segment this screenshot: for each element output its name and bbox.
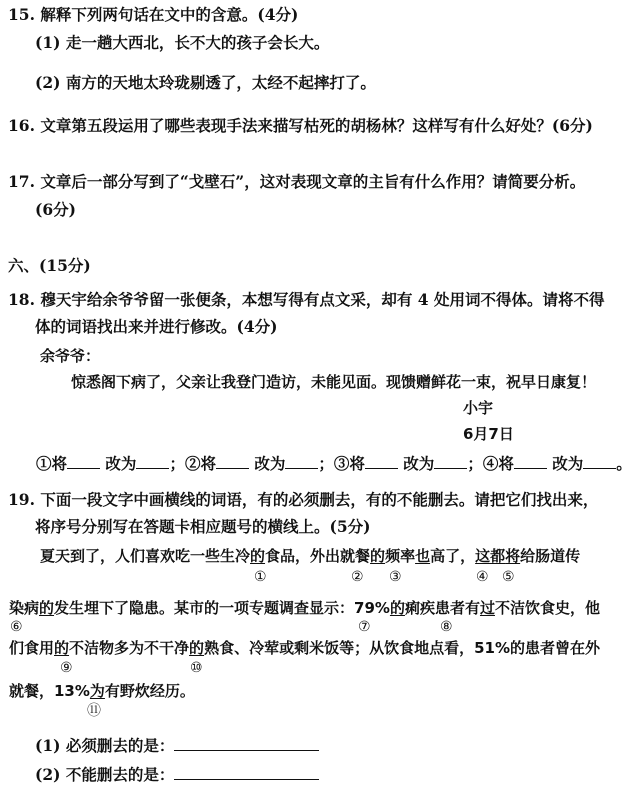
answer-prefix-2: ；②将 (169, 454, 216, 473)
p3-seg-4: 熟食、冷荤或剩米饭等；从饮食地点看，51%的患者曾在外 (204, 639, 600, 657)
marker-5: ⑤ (502, 569, 515, 585)
p2-seg-2: 发生埋下了隐患。某市的一项专题调查显示：79% (54, 599, 390, 617)
underlined-word-2: 的 (370, 547, 386, 565)
passage-line-1 (40, 549, 580, 564)
answer-mid-3: 改为 (403, 454, 435, 473)
q17-line-1: 17. 文章后一部分写到了“戈壁石”，这对表现文章的主旨有什么作用？请简要分析。 (8, 172, 586, 191)
underlined-word-4: 这都 (475, 547, 506, 565)
answer-2-blank[interactable] (174, 766, 319, 780)
p1-seg-2: 食品，外出就餐 (265, 547, 371, 565)
q17-line-2: (6分) (35, 200, 76, 219)
q18-answer-line (36, 455, 632, 472)
underlined-word-6: 的 (39, 599, 55, 617)
passage-line-4 (9, 684, 195, 699)
answer-1-blank[interactable] (174, 737, 319, 751)
marker-9: ⑨ (60, 660, 73, 676)
note-date: 6月7日 (463, 425, 514, 443)
underlined-word-3: 也 (415, 547, 431, 565)
q18-line-2: 体的词语找出来并进行修改。(4分) (35, 317, 278, 336)
marker-7: ⑦ (358, 619, 371, 635)
passage-line-3 (9, 641, 600, 656)
answer-blank-3b[interactable] (434, 455, 467, 469)
underlined-word-1: 的 (250, 547, 266, 565)
answer-end: 。 (616, 454, 632, 473)
q15-item-1: (1) 走一趟大西北，长不大的孩子会长大。 (35, 33, 330, 52)
p1-seg-9: 给肠道传 (520, 547, 581, 565)
answer-prefix-4: ；④将 (467, 454, 514, 473)
underlined-word-7: 的 (389, 599, 405, 617)
marker-1: ① (254, 569, 267, 585)
underlined-word-10: 的 (189, 639, 205, 657)
p2-seg-6: 不洁饮食史，他 (494, 599, 600, 617)
underlined-word-11: 为 (89, 682, 105, 700)
q19-answer-2 (35, 766, 319, 783)
q15-item-2: (2) 南方的天地太玲珑剔透了，太经不起摔打了。 (35, 73, 376, 92)
q19-line-2: 将序号分别写在答题卡相应题号的横线上。(5分) (35, 517, 371, 536)
answer-blank-4a[interactable] (514, 455, 547, 469)
answer-prefix-1: ①将 (36, 454, 68, 473)
marker-3: ③ (389, 569, 402, 585)
answer-mid-2: 改为 (254, 454, 286, 473)
answer-blank-2a[interactable] (216, 455, 249, 469)
p1-seg-6: 高了， (430, 547, 476, 565)
marker-2: ② (351, 569, 364, 585)
p2-seg-0: 染病 (9, 599, 40, 617)
p4-seg-0: 就餐，13% (9, 682, 90, 700)
q15-title: 15. 解释下列两句话在文中的含意。(4分) (8, 5, 299, 24)
p4-seg-2: 有野炊经历。 (104, 682, 195, 700)
note-body: 惊悉阁下病了，父亲让我登门造访，未能见面。现馈赠鲜花一束，祝早日康复！ (71, 373, 597, 391)
answer-blank-3a[interactable] (365, 455, 398, 469)
answer-blank-1a[interactable] (67, 455, 100, 469)
answer-prefix-3: ；③将 (318, 454, 365, 473)
q18-line-1: 18. 穆天宇给余爷爷留一张便条，本想写得有点文采，却有 4 处用词不得体。请将不得 (8, 290, 605, 309)
q19-line-1: 19. 下面一段文字中画横线的词语，有的必须删去，有的不能删去。请把它们找出来， (8, 490, 599, 509)
answer-blank-1b[interactable] (136, 455, 169, 469)
q19-answer-1 (35, 737, 319, 754)
answer-2-label: (2) 不能删去的是： (35, 765, 175, 784)
p3-seg-0: 们食用 (9, 639, 55, 657)
note-signature: 小宇 (463, 399, 494, 417)
underlined-word-9: 的 (54, 639, 70, 657)
marker-8: ⑧ (440, 619, 453, 635)
answer-blank-4b[interactable] (583, 455, 616, 469)
underlined-word-5: 将 (505, 547, 521, 565)
marker-10: ⑩ (190, 660, 203, 676)
p2-seg-4: 痢疾患者有 (404, 599, 480, 617)
underlined-word-8: 过 (479, 599, 495, 617)
note-salutation: 余爷爷： (40, 347, 101, 365)
marker-6: ⑥ (10, 619, 23, 635)
answer-blank-2b[interactable] (285, 455, 318, 469)
answer-mid-4: 改为 (552, 454, 584, 473)
section-6-title: 六、(15分) (8, 256, 91, 275)
q16-title: 16. 文章第五段运用了哪些表现手法来描写枯死的胡杨林？这样写有什么好处？(6分) (8, 116, 593, 135)
answer-1-label: (1) 必须删去的是： (35, 736, 175, 755)
p1-seg-4: 频率 (385, 547, 416, 565)
passage-line-2 (9, 601, 600, 616)
p3-seg-2: 不洁物多为不干净 (69, 639, 190, 657)
answer-mid-1: 改为 (105, 454, 137, 473)
marker-4: ④ (476, 569, 489, 585)
marker-11: ⑪ (87, 703, 101, 719)
p1-seg-0: 夏天到了，人们喜欢吃一些生冷 (40, 547, 251, 565)
